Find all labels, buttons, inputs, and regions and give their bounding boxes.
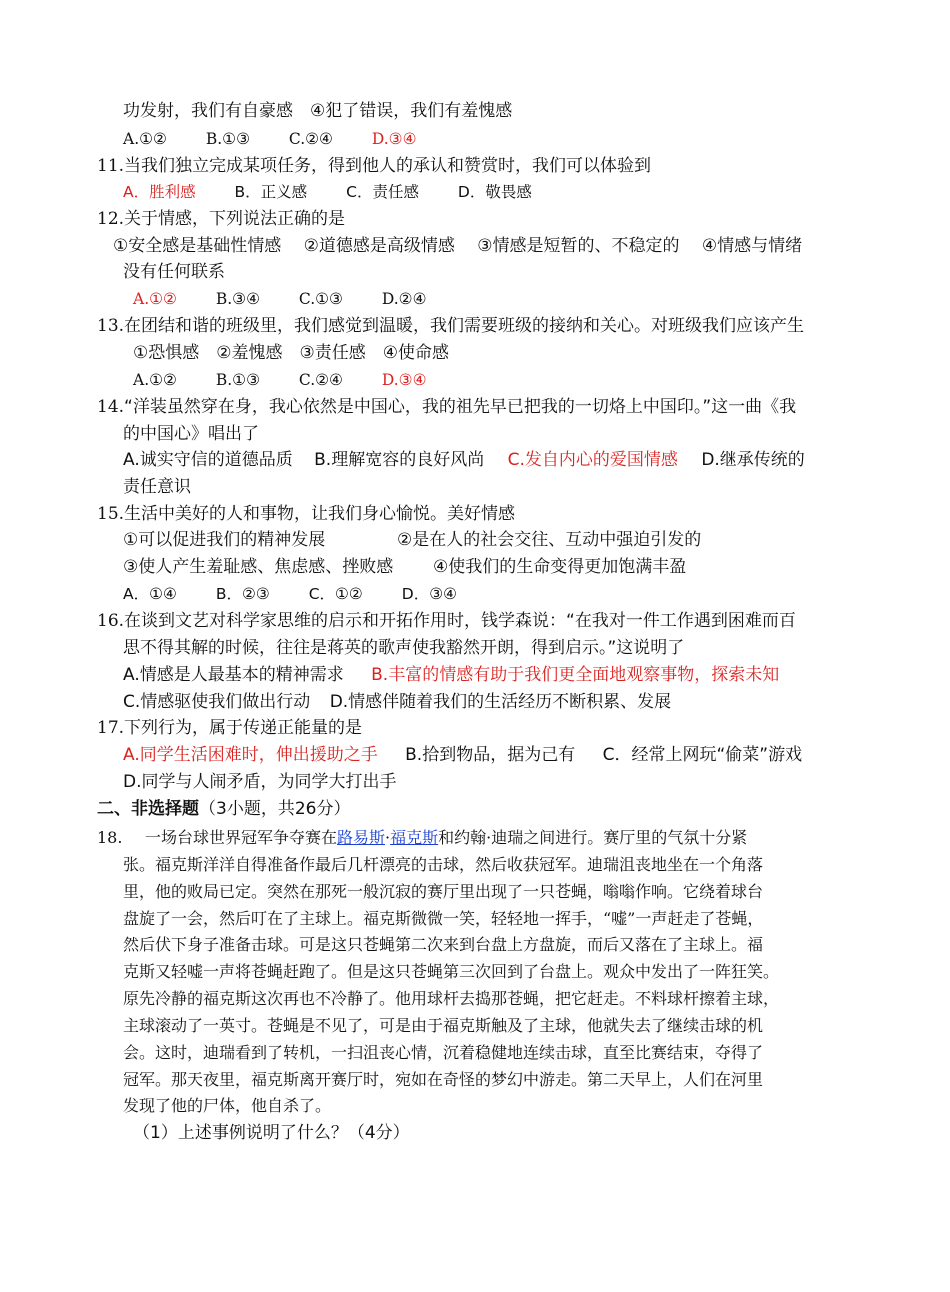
- q15-option-d: D．③④: [401, 585, 458, 603]
- q12-items-line2: 没有任何联系: [123, 262, 225, 282]
- q15-stem-text: 生活中美好的人和事物，让我们身心愉悦。美好情感: [124, 504, 516, 524]
- q18-line-3: 里，他的败局已定。突然在那死一般沉寂的赛厅里出现了一只苍蝇，嗡嗡作响。它绕着球台: [123, 882, 764, 901]
- q17-stem-text: 下列行为，属于传递正能量的是: [124, 718, 363, 738]
- q18-line1-rest: 和约翰·迪瑞之间进行。赛厅里的气氛十分紧: [438, 828, 748, 847]
- q17-option-b: B.拾到物品，据为己有: [405, 745, 576, 765]
- q15-item-2: ②是在人的社会交往、互动中强迫引发的: [397, 530, 702, 550]
- q18-sub-question-1: （1）上述事例说明了什么？（4分）: [133, 1123, 410, 1143]
- q16-option-c: C.情感驱使我们做出行动: [123, 692, 311, 712]
- q18-link-fukesi[interactable]: 福克斯: [390, 828, 439, 847]
- q13-option-b: B.①③: [215, 371, 260, 389]
- q14-option-b: B.理解宽容的良好风尚: [314, 450, 485, 470]
- q16-options-row2: [123, 689, 671, 715]
- q13-option-a: A.①②: [133, 371, 177, 389]
- q15-item-1: ①可以促进我们的精神发展: [123, 530, 326, 550]
- q12-stem-text: 关于情感，下列说法正确的是: [124, 209, 346, 229]
- q18-dot: ·: [385, 828, 391, 847]
- q13-stem-text: 在团结和谐的班级里，我们感觉到温暖，我们需要班级的接纳和关心。对班级我们应该产生: [124, 316, 805, 336]
- q18-line-7: 原先冷静的福克斯这次再也不冷静了。他用球杆去捣那苍蝇，把它赶走。不料球杆擦着主球，: [123, 989, 780, 1008]
- q11-option-b: B．正义感: [234, 183, 308, 201]
- q16-option-d: D.情感伴随着我们的生活经历不断积累、发展: [329, 692, 672, 712]
- q11-stem-text: 当我们独立完成某项任务，得到他人的承认和赞赏时，我们可以体验到: [124, 156, 652, 176]
- q14-stem-text: “洋装虽然穿在身，我心依然是中国心，我的祖先早已把我的一切烙上中国印。”这一曲《我: [124, 397, 797, 417]
- q13-option-d: D.③④: [381, 371, 427, 389]
- q11-options: [123, 179, 566, 205]
- q18-first-line: [145, 825, 858, 852]
- q18-line-10: 冠军。那天夜里，福克斯离开赛厅时，宛如在奇怪的梦幻中游走。第二天早上，人们在河里: [123, 1070, 764, 1089]
- q13-options: [133, 367, 460, 393]
- q18-line-5: 然后伏下身子准备击球。可是这只苍蝇第二次来到台盘上方盘旋，而后又落在了主球上。福: [123, 935, 764, 954]
- q15-option-c: C．①②: [308, 585, 363, 603]
- q15-item-3: ③使人产生羞耻感、焦虑感、挫败感: [123, 557, 394, 577]
- q17-option-c: C．经常上网玩“偷菜”游戏: [602, 745, 803, 765]
- q17-options-row1: [123, 742, 802, 768]
- q16-stem-line2: 思不得其解的时候，往往是蒋英的歌声使我豁然开朗，得到启示。”这说明了: [123, 638, 685, 658]
- q16-number: 16.: [97, 611, 125, 631]
- q13-items: ①恐惧感 ②羞愧感 ③责任感 ④使命感: [133, 343, 449, 363]
- q12-items-line1: ①安全感是基础性情感 ②道德感是高级情感 ③情感是短暂的、不稳定的 ④情感与情绪: [113, 236, 803, 256]
- q11-stem: [97, 153, 651, 179]
- q16-stem-text: 在谈到文艺对科学家思维的启示和开拓作用时，钱学森说：“在我对一件工作遇到困难而百: [124, 611, 796, 631]
- q11-option-d: D．敬畏感: [457, 183, 532, 201]
- q15-options: [123, 581, 491, 607]
- q14-options: [123, 447, 805, 473]
- q15-option-a: A．①④: [123, 585, 177, 603]
- q13-number: 13.: [97, 316, 125, 336]
- q14-option-d: D.继承传统的: [701, 450, 805, 470]
- q18-number: 18.: [97, 828, 123, 847]
- q16-option-b: B.丰富的情感有助于我们更全面地观察事物，探索未知: [371, 665, 780, 685]
- q13-stem: [97, 313, 804, 339]
- section-2-title: 二、非选择题: [97, 799, 199, 819]
- q14-number: 14.: [97, 397, 125, 417]
- q17-number: 17.: [97, 718, 125, 738]
- q17-option-a: A.同学生活困难时，伸出援助之手: [123, 745, 378, 765]
- q12-option-c: C.①③: [298, 290, 343, 308]
- q10-option-d: D.③④: [371, 130, 417, 148]
- q18-line-2: 张。福克斯洋洋自得准备作最后几杆漂亮的击球，然后收获冠军。迪瑞沮丧地坐在一个角落: [123, 855, 764, 874]
- q14-option-c: C.发自内心的爱国情感: [507, 450, 678, 470]
- section-2-note: （3小题，共26分）: [199, 799, 351, 819]
- q15-number: 15.: [97, 504, 125, 524]
- q12-stem: [97, 206, 345, 232]
- q10-options: [123, 126, 450, 152]
- q10-option-c: C.②④: [288, 130, 333, 148]
- q18-link-luyisi[interactable]: 路易斯: [337, 828, 386, 847]
- q15-item-4: ④使我们的生命变得更加饱满丰盈: [433, 557, 687, 577]
- q12-options: [133, 286, 460, 312]
- q10-option-b: B.①③: [205, 130, 250, 148]
- q12-option-a: A.①②: [133, 290, 177, 308]
- q16-option-a: A.情感是人最基本的精神需求: [123, 665, 344, 685]
- q11-option-a: A．胜利感: [123, 183, 196, 201]
- q10-continuation: 功发射，我们有自豪感 ④犯了错误，我们有羞愧感: [123, 101, 513, 121]
- q13-option-c: C.②④: [298, 371, 343, 389]
- q14-option-d-cont: 责任意识: [123, 477, 191, 497]
- q17-option-d: D.同学与人闹矛盾，为同学大打出手: [123, 772, 397, 792]
- q18-line-8: 主球滚动了一英寸。苍蝇是不见了，可是由于福克斯触及了主球，他就失去了继续击球的机: [123, 1016, 764, 1035]
- section-2-heading: [97, 796, 350, 822]
- q18-line-9: 会。这时，迪瑞看到了转机，一扫沮丧心情，沉着稳健地连续击球，直至比赛结束，夺得了: [123, 1043, 764, 1062]
- q11-option-c: C．责任感: [346, 183, 419, 201]
- q15-stem: [97, 501, 515, 527]
- q18-line-6: 克斯又轻嘘一声将苍蝇赶跑了。但是这只苍蝇第三次回到了台盘上。观众中发出了一阵狂笑。: [123, 962, 780, 981]
- q18-line-4: 盘旋了一会，然后叮在了主球上。福克斯微微一笑，轻轻地一挥手，“嘘”一声赶走了苍蝇，: [123, 909, 764, 928]
- q14-stem-line2: 的中国心》唱出了: [123, 424, 259, 444]
- q16-stem-line1: [97, 608, 796, 634]
- q15-option-b: B．②③: [215, 585, 270, 603]
- q16-options-row1: [123, 662, 779, 688]
- q12-number: 12.: [97, 209, 125, 229]
- q18-line-11: 发现了他的尸体，他自杀了。: [123, 1096, 332, 1115]
- q18-intro: 一场台球世界冠军争夺赛在: [145, 828, 338, 847]
- q11-number: 11.: [97, 156, 125, 176]
- q10-option-a: A.①②: [123, 130, 167, 148]
- q14-stem-line1: [97, 394, 796, 420]
- q14-option-a: A.诚实守信的道德品质: [123, 450, 293, 470]
- q12-option-b: B.③④: [215, 290, 260, 308]
- q17-stem: [97, 715, 362, 741]
- q12-option-d: D.②④: [381, 290, 427, 308]
